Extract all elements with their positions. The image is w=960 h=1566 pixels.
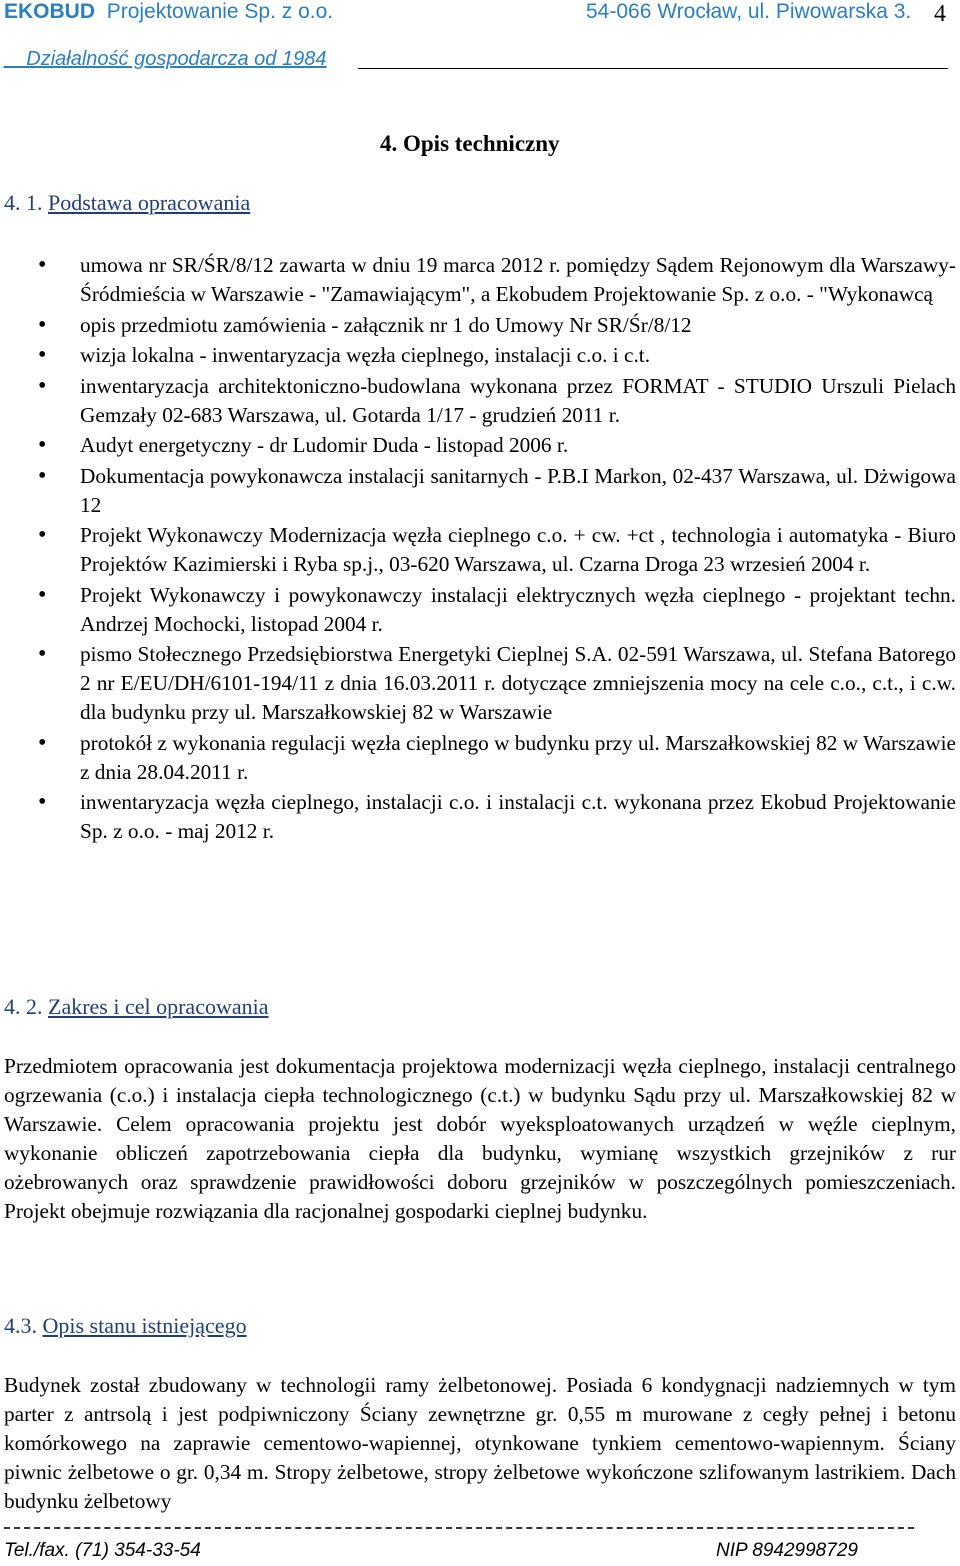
list-item: • wizja lokalna - inwentaryzacja węzła cieplnego, instalacji c.o. i c.t. [0,341,960,370]
list-item: • Projekt Wykonawczy i powykonawczy instalacji elektrycznych węzła cieplnego - projektant techn. Andrzej Mochocki, listopad 2004 r. [0,581,960,639]
section-number: 4. 2. [4,994,43,1019]
section-title: Zakres i cel opracowania [48,994,269,1019]
list-item: • Projekt Wykonawczy Modernizacja węzła cieplnego c.o. + cw. +ct , technologia i automatyka - Biuro Projektów Kazimierski i Ryba sp.j., 03-620 Warszawa, ul. Czarna Droga 23 wrzesień 2004 r. [0,521,960,579]
list-item: • protokół z wykonania regulacji węzła cieplnego w budynku przy ul. Marszałkowskiej 82 w Warszawie z dnia 28.04.2011 r. [0,729,960,787]
section-heading-basis [4,190,250,216]
footer-phone: Tel./fax. (71) 354-33-54 [4,1540,201,1561]
section-title: Opis stanu istniejącego [42,1313,247,1338]
footer-rule [4,1527,914,1529]
page-header [0,0,960,75]
list-item: • pismo Stołecznego Przedsiębiorstwa Energetyki Cieplnej S.A. 02-591 Warszawa, ul. Stefana Batorego 2 nr E/EU/DH/6101-194/11 z dnia 16.03.2011 r. dotyczące zmniejszenia mocy na cele c.o., c.t., i c.w. dla budynku przy ul. Marszałkowskiej 82 w Warszawie [0,640,960,727]
chapter-heading: 4. Opis techniczny [380,131,560,156]
tagline-text: __Działalność gospodarcza od 1984 [4,48,327,70]
existing-state-paragraph: Budynek został zbudowany w technologii ramy żelbetonowej. Posiada 6 kondygnacji nadziemnych w tym parter z antrsolą i jest podpiwniczony Ściany zewnętrzne gr. 0,55 m murowane z cegły pełnej i betonu komórkowego na zaprawie cementowo-wapiennej, otynkowane tynkiem cementowo-wapiennym. Ściany piwnic żelbetowe o gr. 0,34 m. Stropy żelbetowe, stropy żelbetowe wykończone szlifowanym lastrikiem. Dach budynku żelbetowy [4,1373,956,1513]
list-item: • inwentaryzacja architektoniczno-budowlana wykonana przez FORMAT - STUDIO Urszuli Pielach Gemzały 02-683 Warszawa, ul. Gotarda 1/17 - grudzień 2011 r. [0,372,960,430]
header-address: 54-066 Wrocław, ul. Piwowarska 3. [586,0,912,23]
scope-paragraph: Przedmiotem opracowania jest dokumentacja projektowa modernizacji węzła cieplnego, instalacji centralnego ogrzewania (c.o.) i instalacja ciepła technologicznego (c.t.) w budynku Sądu przy ul. Marszałkowskiej 82 w Warszawie. Celem opracowania projektu jest dobór wyeksploatowanych urządzeń w węźle cieplnym, wykonanie obliczeń zapotrzebowania ciepła dla budynku, wymianę wszystkich grzejników z rur ożebrowanych oraz sprawdzenie prawidłowości doboru grzejników w poszczególnych pomieszczeniach. Projekt obejmuje rozwiązania dla racjonalnej gospodarki cieplnej budynku. [4,1054,956,1223]
brand-name: EKOBUD [4,0,96,23]
header-company [4,0,333,24]
section-heading-scope [4,994,269,1020]
section-heading-existing [4,1313,247,1339]
list-item: • Dokumentacja powykonawcza instalacji sanitarnych - P.B.I Markon, 02-437 Warszawa, ul. Dżwigowa 12 [0,462,960,520]
list-item: • umowa nr SR/ŚR/8/12 zawarta w dniu 19 marca 2012 r. pomiędzy Sądem Rejonowym dla Warszawy-Śródmieścia w Warszawie - "Zamawiającym", a Ekobudem Projektowanie Sp. z o.o. - "Wykonawcą [0,251,960,309]
page-number: 4 [934,1,946,27]
footer-nip: NIP 8942998729 [716,1540,858,1561]
basis-list [0,251,960,848]
list-item: • Audyt energetyczny - dr Ludomir Duda - listopad 2006 r. [0,431,960,460]
list-item: • inwentaryzacja węzła cieplnego, instalacji c.o. i instalacji c.t. wykonana przez Ekobud Projektowanie Sp. z o.o. - maj 2012 r. [0,788,960,846]
section-number: 4.3. [4,1313,37,1338]
header-tagline [4,48,326,71]
section-title: Podstawa opracowania [48,190,251,215]
list-item: • opis przedmiotu zamówienia - załącznik nr 1 do Umowy Nr SR/Śr/8/12 [0,311,960,340]
company-name: Projektowanie Sp. z o.o. [106,0,334,23]
section-number: 4. 1. [4,190,43,215]
header-rule [358,68,948,69]
